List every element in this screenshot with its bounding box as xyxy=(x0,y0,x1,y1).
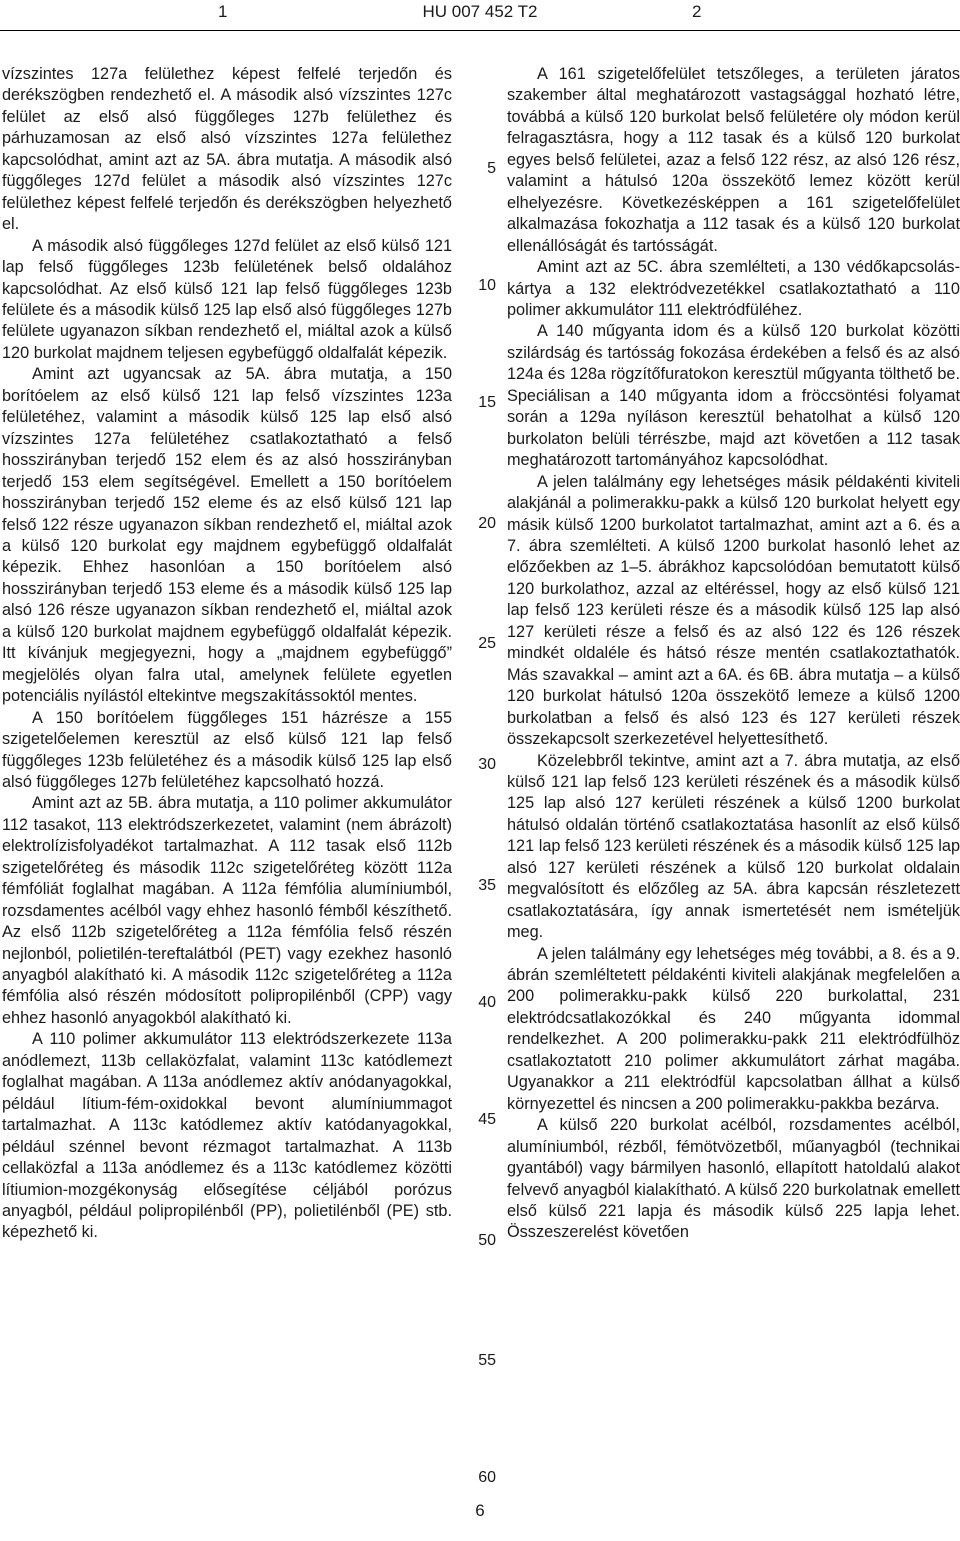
page-number-right: 2 xyxy=(692,2,702,21)
page-header xyxy=(0,0,960,34)
line-number: 15 xyxy=(478,394,496,411)
paragraph: A 161 szigetelőfelület tetszőleges, a területen járatos szakember által meghatározott vastagsággal hozható létre, továbbá a külső 120 burkolat belső felületére oly módon kerül felragasztásra, hogy a 112 tasak és a külső 120 burkolat egyes belső felületei, azaz a felső 122 rész, az alsó 126 rész, valamint a hátulsó 120a összekötő lemez között kerül elhelyezésre. Következésképpen a 161 szigetelőfelület alkalmazása fokozhatja a 112 tasak és a külső 120 burkolat ellenállóságát és tartósságát. xyxy=(507,65,960,255)
line-number: 20 xyxy=(478,515,496,532)
line-number: 55 xyxy=(478,1352,496,1369)
left-column xyxy=(2,64,452,1244)
line-number: 30 xyxy=(478,756,496,773)
paragraph: Amint azt az 5B. ábra mutatja, a 110 polimer akkumulátor 112 tasakot, 113 elektródszerkezetet, valamint (nem ábrázolt) elektrolízisfolyadékot tartalmazhat. A 112 tasak első 112b szigetelőréteg és második 112c szigetelőréteg között 112a fémfóliát foglalhat magában. A 112a fémfólia alumíniumból, rozsdamentes acélból vagy ehhez hasonló fémből készíthető. Az első 112b szigetelőréteg a 112a fémfólia felső részén nejlonból, polietilén-tereftalátból (PET) vagy ezekhez hasonló anyagból alakítható ki. A második 112c szigetelőréteg a 112a fémfólia alsó részén módosított polipropilénből (CPP) vagy ehhez hasonló anyagokból alakítható ki. xyxy=(2,794,452,1027)
line-number: 25 xyxy=(478,635,496,652)
line-number: 35 xyxy=(478,877,496,894)
paragraph: Amint azt az 5C. ábra szemlélteti, a 130 védőkapcsolás-kártya a 132 elektródvezetékkel csatlakoztatható a 110 polimer akkumulátor 111 elektródfüléhez. xyxy=(507,258,960,319)
paragraph: A jelen találmány egy lehetséges még további, a 8. és a 9. ábrán szemléltetett példakénti kiviteli alakjának megfelelően a 200 polimerakku-pakk külső 220 burkolattal, 231 elektródcsatlakozókkal és 240 műgyanta idommal rendelkezhet. A 200 polimerakku-pakk 211 elektródfülhöz csatlakoztatott 210 polimer akkumulátort zárhat magába. Ugyanakkor a 211 elektródfül kapcsolatban állhat a külső környezettel és nincsen a 200 polimerakku-pakkba bezárva. xyxy=(507,944,960,1113)
paragraph: Közelebbről tekintve, amint azt a 7. ábra mutatja, az első külső 121 lap felső 123 kerületi részének és a második külső 125 lap alsó 127 kerületi részének a külső 1200 burkolat hátulsó oldalán történő csatlakoztatása hasonlít az első külső 121 lap felső 123 kerületi részének és a második külső 125 lap alsó 127 kerületi részének a külső 120 burkolat oldalain megvalósított és előzőleg az 5A. ábra kapcsán részletezett csatlakoztatására, így annak ismertetését nem ismételjük meg. xyxy=(507,751,960,942)
line-number: 60 xyxy=(478,1469,496,1486)
paragraph: A 110 polimer akkumulátor 113 elektródszerkezete 113a anódlemezt, 113b cellaközfalat, valamint 113c katódlemezt foglalhat magában. A 113a anódlemez aktív anódanyagokkal, például lítium-fém-oxidokkal bevont alumíniummagot tartalmazhat. A 113c katódlemez aktív katódanyagokkal, például szénnel bevont rézmagot tartalmazhat. A 113b cellaközfal a 113a anódlemez és a 113c katódlemez közötti lítiumion-mozgékonyság elősegítése céljából porózus anyagból, például polipropilénből (PP), polietilénből (PE) stb. képezhető ki. xyxy=(2,1030,452,1242)
line-number: 50 xyxy=(478,1232,496,1249)
page-footer-number: 6 xyxy=(475,1501,485,1520)
line-number: 40 xyxy=(478,994,496,1011)
line-number: 5 xyxy=(487,160,496,177)
paragraph: vízszintes 127a felülethez képest felfelé terjedőn és derékszögben rendezhető el. A második alsó vízszintes 127c felület az első alsó függőleges 127b felülethez és párhuzamosan az első alsó vízszintes 127a felülethez kapcsolódhat, amint azt az 5A. ábra mutatja. A második alsó függőleges 127d felület a második alsó vízszintes 127c felülethez képest felfelé terjedőn és derékszögben helyezhető el. xyxy=(2,65,452,234)
line-number: 45 xyxy=(478,1111,496,1128)
paragraph: A külső 220 burkolat acélból, rozsdamentes acélból, alumíniumból, rézből, fémötvözetből, műanyagból (technikai gyantából) vagy bármilyen hasonló, ellapított hatoldalú alakot felvevő anyagból kialakítható. A külső 220 burkolatnak emellett első külső 221 lapja és második külső 225 lapja lehet. Összeszerelést követően xyxy=(507,1116,960,1242)
page-number-left: 1 xyxy=(218,2,228,21)
header-rule xyxy=(0,30,960,31)
paragraph: Amint azt ugyancsak az 5A. ábra mutatja, a 150 borítóelem az első külső 121 lap felső vízszintes 123a felületéhez, valamint a második külső 125 lap első alsó vízszintes 127a felületéhez csatlakoztatható a felső hosszirányban terjedő 152 elem és az alsó hosszirányban terjedő 153 elem segítségével. Emellett a 150 borítóelem hosszirányban terjedő 152 eleme és az első külső 121 lap felső 122 része ugyanazon síkban rendezhető el, miáltal azok a külső 120 burkolat egy majdnem egybefüggő oldalfalát képezik. Ehhez hasonlóan a 150 borítóelem alsó hosszirányban terjedő 153 eleme és a második külső 125 lap alsó 126 része ugyanazon síkban rendezhető el, miáltal azok a külső 120 burkolat majdnem egybefüggő oldalfalát képezik. Itt kívánjuk megjegyezni, hogy a „majdnem egybefüggő” megjelölés olyan falra utal, amelynek felülete egyetlen potenciális nyílástól eltekintve megszakítássoktól mentes. xyxy=(2,365,452,706)
paragraph: A 140 műgyanta idom és a külső 120 burkolat közötti szilárdság és tartósság fokozása érdekében a felső és az alsó 124a és 128a rögzítőfuratokon keresztül műgyanta tölthető be. Speciálisan a 140 műgyanta idom a fröccsöntési folyamat során a 129a nyíláson keresztül behatolhat a külső 120 burkolaton belüli térrészbe, majd azt követően a 112 tasak meghatározott tartományához kapcsolódhat. xyxy=(507,322,960,470)
right-column xyxy=(507,64,960,1244)
document-number: HU 007 452 T2 xyxy=(422,2,538,21)
paragraph: A 150 borítóelem függőleges 151 házrésze a 155 szigetelőelemen keresztül az első külső 121 lap felső függőleges 123b felületéhez és a második külső 125 lap első alsó függőleges 127b felületéhez kapcsolható hozzá. xyxy=(2,708,452,791)
paragraph: A második alsó függőleges 127d felület az első külső 121 lap felső függőleges 123b felületének belső oldalához kapcsolódhat. Az első külső 121 lap felső függőleges 123b felülete és a második külső 125 lap első alsó függőleges 127b felülete ugyanazon síkban rendezhető el, miáltal azok a külső 120 burkolat majdnem teljesen egybefüggő oldalfalát képezik. xyxy=(2,236,452,362)
paragraph: A jelen találmány egy lehetséges másik példakénti kiviteli alakjánál a polimerakku-pakk a külső 120 burkolat helyett egy másik külső 1200 burkolatot tartalmazhat, amint azt a 6. és a 7. ábra szemlélteti. A külső 1200 burkolat hasonló lehet az előzőekben az 1–5. ábrákhoz kapcsolódóan bemutatott külső 120 burkolathoz, azzal az eltéréssel, hogy az első külső 121 lap felső 123 kerületi része és a második külső 125 lap alsó 127 kerületi része a felső és az alsó 122 és 126 részek mindkét oldaléle és hátsó része mentén csatlakoztathatók. Más szavakkal – amint azt a 6A. és 6B. ábra mutatja – a külső 120 burkolat hátulsó 120a összekötő lemeze a külső 1200 burkolatban a felső és alsó 123 és 127 kerületi részek összekapcsolt szerkezetével helyettesíthető. xyxy=(507,472,960,749)
line-number: 10 xyxy=(478,277,496,294)
